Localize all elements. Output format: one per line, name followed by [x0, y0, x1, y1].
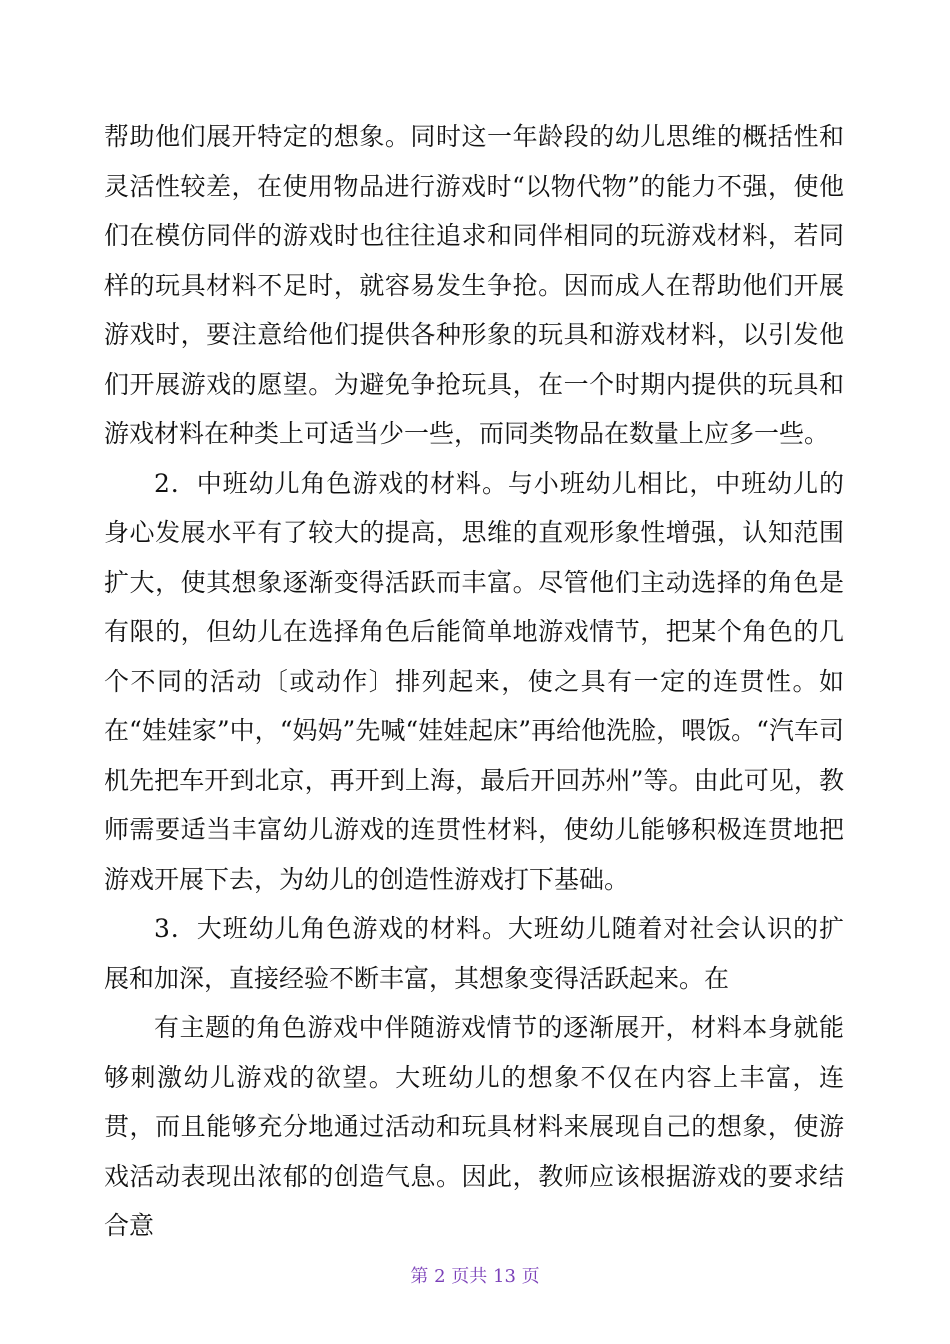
paragraph-4: 有主题的角色游戏中伴随游戏情节的逐渐展开，材料本身就能够刺激幼儿游戏的欲望。大班幼儿的想象不仅在内容上丰富，连贯，而且能够充分地通过活动和玩具材料来展现自己的想象，使游戏活动表现出浓郁的创造气息。因此，教师应该根据游戏的要求结合意: [104, 1013, 844, 1240]
document-body: [104, 112, 844, 1251]
paragraph-2: 2．中班幼儿角色游戏的材料。与小班幼儿相比，中班幼儿的身心发展水平有了较大的提高，思维的直观形象性增强，认知范围扩大，使其想象逐渐变得活跃而丰富。尽管他们主动选择的角色是有限的，但幼儿在选择角色后能简单地游戏情节，把某个角色的几个不同的活动〔或动作〕排列起来，使之具有一定的连贯性。如在“娃娃家”中，“妈妈”先喊“娃娃起床”再给他洗脸，喂饭。“汽车司机先把车开到北京，再开到上海，最后开回苏州”等。由此可见，教师需要适当丰富幼儿游戏的连贯性材料，使幼儿能够积极连贯地把游戏开展下去，为幼儿的创造性游戏打下基础。: [104, 468, 844, 894]
paragraph-3: 3．大班幼儿角色游戏的材料。大班幼儿随着对社会认识的扩展和加深，直接经验不断丰富，其想象变得活跃起来。在: [104, 914, 844, 993]
page-number-footer: 第 2 页共 13 页: [410, 1266, 540, 1287]
paragraph-1: 帮助他们展开特定的想象。同时这一年龄段的幼儿思维的概括性和灵活性较差，在使用物品进行游戏时“以物代物”的能力不强，使他们在模仿同伴的游戏时也往往追求和同伴相同的玩游戏材料，若同样的玩具材料不足时，就容易发生争抢。因而成人在帮助他们开展游戏时，要注意给他们提供各种形象的玩具和游戏材料，以引发他们开展游戏的愿望。为避免争抢玩具，在一个时期内提供的玩具和游戏材料在种类上可适当少一些，而同类物品在数量上应多一些。: [104, 122, 844, 448]
